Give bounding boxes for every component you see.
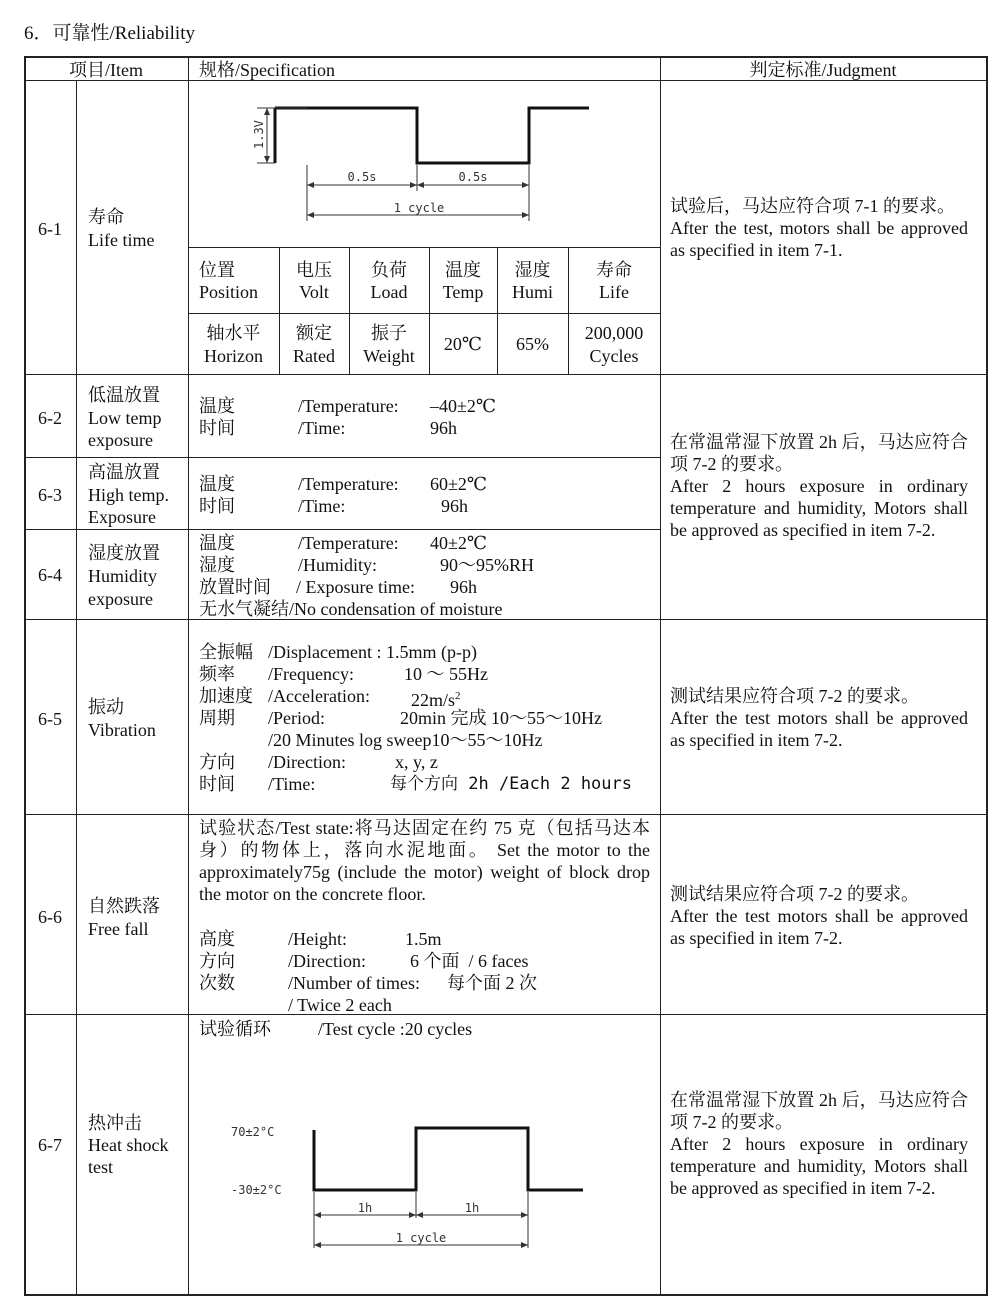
spec-value: 60±2℃ [430,474,488,494]
judgment-text [670,195,968,261]
cell-value: Cycles [589,346,639,366]
half-period-label: 1h [357,1201,373,1215]
spec-field: /Temperature: [298,474,399,494]
row-number: 6-6 [38,907,62,927]
cell-value: Weight [363,346,415,366]
spec-value: 每个方向 2h /Each 2 hours [390,774,632,794]
row-number: 6-2 [38,408,62,428]
spec-field: /Time: [298,496,346,516]
judgment-cn: 测试结果应符合项 7-2 的要求。 [670,884,919,904]
spec-value: 96h [430,418,457,438]
item-name-en: exposure [88,589,153,609]
item-name-en: Exposure [88,507,156,527]
row-number: 6-3 [38,485,62,505]
item-name-en: test [88,1157,113,1177]
spec-label: 高度 [199,929,235,949]
half-period-label: 0.5s [347,170,377,184]
judgment-text [670,883,968,949]
judgment-cn: 在常温常湿下放置 2h 后，马达应符合项 7-2 的要求。 [670,432,968,474]
cell-value: 额定 [296,323,332,343]
judgment-en: After the test motors shall be approved as specified in item 7-2. [670,906,968,948]
judgment-en: After the test motors shall be approved as specified in item 7-2. [670,708,968,750]
spec-label: 试验循环 [199,1019,271,1039]
spec-value: 90～95%RH [440,555,534,575]
cell-value: 200,000 [584,323,644,343]
item-name-en: exposure [88,430,153,450]
test-state-paragraph: 试验状态/Test state:将马达固定在约 75 克（包括马达本身）的物体上，落向水泥地面。 Set the motor to the approximately75g (include the motor) weight of block drop the motor on the concrete floor. [199,818,650,904]
spec-field: /Direction: [288,951,366,971]
cell-header-cn: 湿度 [514,260,551,280]
spec-field: /Period: [268,708,325,728]
spec-label: 放置时间 [199,577,271,597]
cell-value: 65% [516,334,549,354]
row-number: 6-1 [38,219,62,239]
cell-header-en: Load [370,282,408,302]
cell-header-cn: 寿命 [596,260,632,280]
spec-field: /Height: [288,929,347,949]
spec-field: /20 Minutes log sweep10～55～10Hz [268,730,543,750]
spec-value: x, y, z [395,752,438,772]
judgment-cn: 测试结果应符合项 7-2 的要求。 [670,686,919,706]
accel-value: 22m/s [411,690,456,710]
judgment-text [670,685,968,751]
spec-label: 湿度 [199,555,235,575]
spec-field: /Displacement : 1.5mm (p-p) [268,642,477,662]
header-item: 项目/Item [69,60,143,80]
cell-value: 振子 [371,323,407,343]
cell-header-en: Position [199,282,259,302]
life-waveform-diagram [189,81,659,246]
spec-label: 时间 [199,774,235,794]
item-name-cn: 低温放置 [88,385,160,405]
cell-header-cn: 电压 [296,260,332,280]
cell-header-en: Volt [299,282,329,302]
spec-value: 96h [441,496,468,516]
item-name-cn: 高温放置 [88,462,160,482]
spec-field: / Exposure time: [296,577,415,597]
high-temp-label: 70±2°C [231,1125,275,1139]
header-judgment: 判定标准/Judgment [749,60,897,80]
spec-value: 1.5m [405,929,442,949]
spec-label: 频率 [199,664,235,684]
cell-value: Rated [293,346,335,366]
row-number: 6-7 [38,1135,62,1155]
half-period-label: 1h [464,1201,480,1215]
judgment-en: After the test, motors shall be approved as specified in item 7-1. [670,218,968,260]
spec-label: 次数 [199,973,235,993]
spec-field: /Test cycle :20 cycles [318,1019,473,1039]
accel-exponent: 2 [455,690,461,702]
spec-value: 20min 完成 10～55～10Hz [400,708,602,728]
item-name-en: Free fall [88,919,149,939]
spec-field: /Temperature: [298,533,399,553]
judgment-en: After 2 hours exposure in ordinary temperature and humidity, Motors shall be approved as specified in item 7-2. [670,1134,968,1198]
square-wave-trace [275,108,589,163]
spec-note: 无水气凝结/No condensation of moisture [199,599,503,619]
spec-value: 每个面 2 次 [447,973,537,993]
cell-value: Horizon [204,346,263,366]
spec-value: 6 个面 / 6 faces [410,951,529,971]
spec-field: /Frequency: [268,664,354,684]
spec-label: 温度 [199,533,235,553]
row-number: 6-4 [38,565,62,585]
item-name-en: Low temp [88,408,162,428]
judgment-text [670,431,968,541]
item-name-cn: 热冲击 [88,1113,142,1133]
judgment-cn: 试验后，马达应符合项 7-1 的要求。 [670,196,955,216]
cell-header-en: Humi [511,282,553,302]
cycle-label: 1 cycle [395,1231,447,1245]
spec-field: /Time: [268,774,316,794]
judgment-text [670,1089,968,1199]
cell-value: 20℃ [443,334,483,354]
spec-label: 全振幅 [199,642,253,662]
judgment-cn: 在常温常湿下放置 2h 后，马达应符合项 7-2 的要求。 [670,1090,968,1132]
spec-label: 方向 [199,752,235,772]
item-name-cn: 振动 [88,697,124,717]
square-wave-trace [314,1128,583,1190]
item-name-en: Life time [88,230,155,250]
spec-field: /Number of times: [288,973,420,993]
item-name-cn: 自然跌落 [88,896,160,916]
spec-label: 温度 [199,474,235,494]
spec-label: 时间 [199,418,235,438]
spec-field: /Humidity: [298,555,378,575]
cell-header-cn: 负荷 [371,260,407,280]
cell-header-cn: 温度 [445,260,481,280]
row-number: 6-5 [38,709,62,729]
item-name-en: Heat shock [88,1135,169,1155]
low-temp-label: -30±2°C [231,1183,282,1197]
spec-label: 周期 [199,708,235,728]
spec-field: /Acceleration: [268,686,370,706]
spec-field: /Temperature: [298,396,399,416]
spec-value: 40±2℃ [430,533,488,553]
spec-label: 温度 [199,396,235,416]
spec-field: / Twice 2 each [288,995,392,1015]
item-name-cn: 寿命 [88,207,124,227]
header-spec: 规格/Specification [199,60,335,80]
item-name-en: Humidity [88,566,158,586]
heat-shock-waveform-diagram [189,1100,659,1260]
spec-label: 加速度 [199,686,253,706]
half-period-label: 0.5s [458,170,488,184]
item-name-en: Vibration [88,720,156,740]
voltage-label: 1.3V [252,120,266,149]
cell-header-en: Life [599,282,629,302]
spec-value: 10 ～ 55Hz [404,664,488,684]
spec-field: /Time: [298,418,346,438]
spec-label: 时间 [199,496,235,516]
section-title: 6．可靠性/Reliability [24,23,195,44]
cell-header-cn: 位置 [199,260,235,280]
spec-label: 方向 [199,951,235,971]
spec-value: –40±2℃ [430,396,497,416]
cell-value: 轴水平 [206,323,261,343]
spec-value: 96h [450,577,477,597]
cell-header-en: Temp [442,282,484,302]
cycle-label: 1 cycle [393,201,445,215]
item-name-en: High temp. [88,485,169,505]
judgment-en: After 2 hours exposure in ordinary temperature and humidity, Motors shall be approved as specified in item 7-2. [670,476,968,540]
item-name-cn: 湿度放置 [88,543,160,563]
spec-field: /Direction: [268,752,346,772]
